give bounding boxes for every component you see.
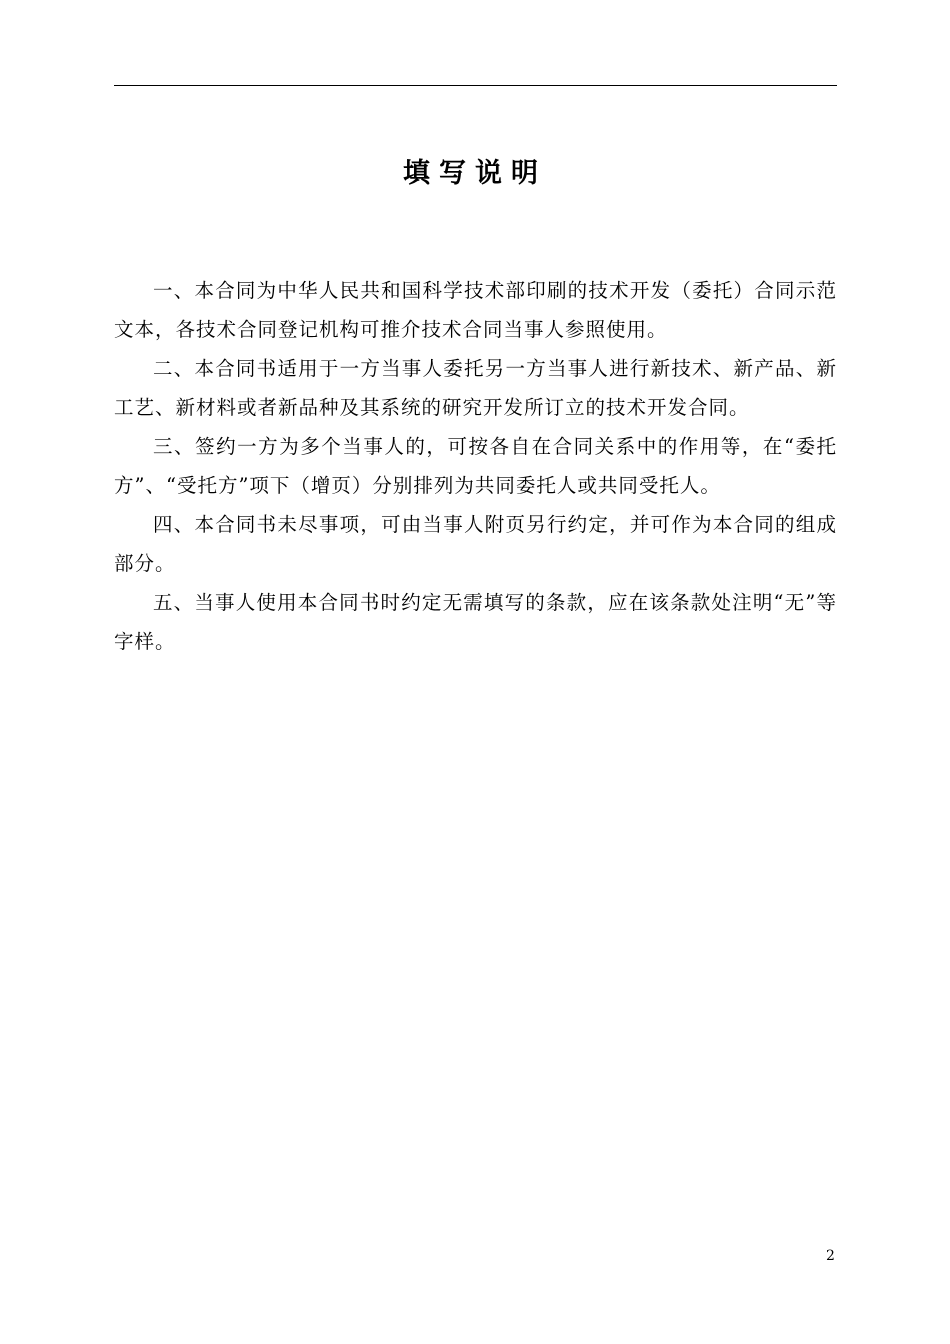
instruction-paragraph-3: 三、签约一方为多个当事人的，可按各自在合同关系中的作用等，在“委托方”、“受托方”项下（增页）分别排列为共同委托人或共同受托人。	[114, 435, 837, 497]
instruction-paragraph-4: 四、本合同书未尽事项，可由当事人附页另行约定，并可作为本合同的组成部分。	[114, 513, 837, 575]
header-rule	[114, 85, 837, 86]
instructions-body	[114, 271, 837, 661]
instruction-paragraph-5: 五、当事人使用本合同书时约定无需填写的条款，应在该条款处注明“无”等字样。	[114, 591, 837, 653]
page-number: 2	[826, 1248, 835, 1264]
instruction-paragraph-1: 一、本合同为中华人民共和国科学技术部印刷的技术开发（委托）合同示范文本，各技术合同登记机构可推介技术合同当事人参照使用。	[114, 279, 837, 341]
page-title: 填写说明	[403, 158, 547, 189]
instruction-paragraph-2: 二、本合同书适用于一方当事人委托另一方当事人进行新技术、新产品、新工艺、新材料或者新品种及其系统的研究开发所订立的技术开发合同。	[114, 357, 837, 419]
